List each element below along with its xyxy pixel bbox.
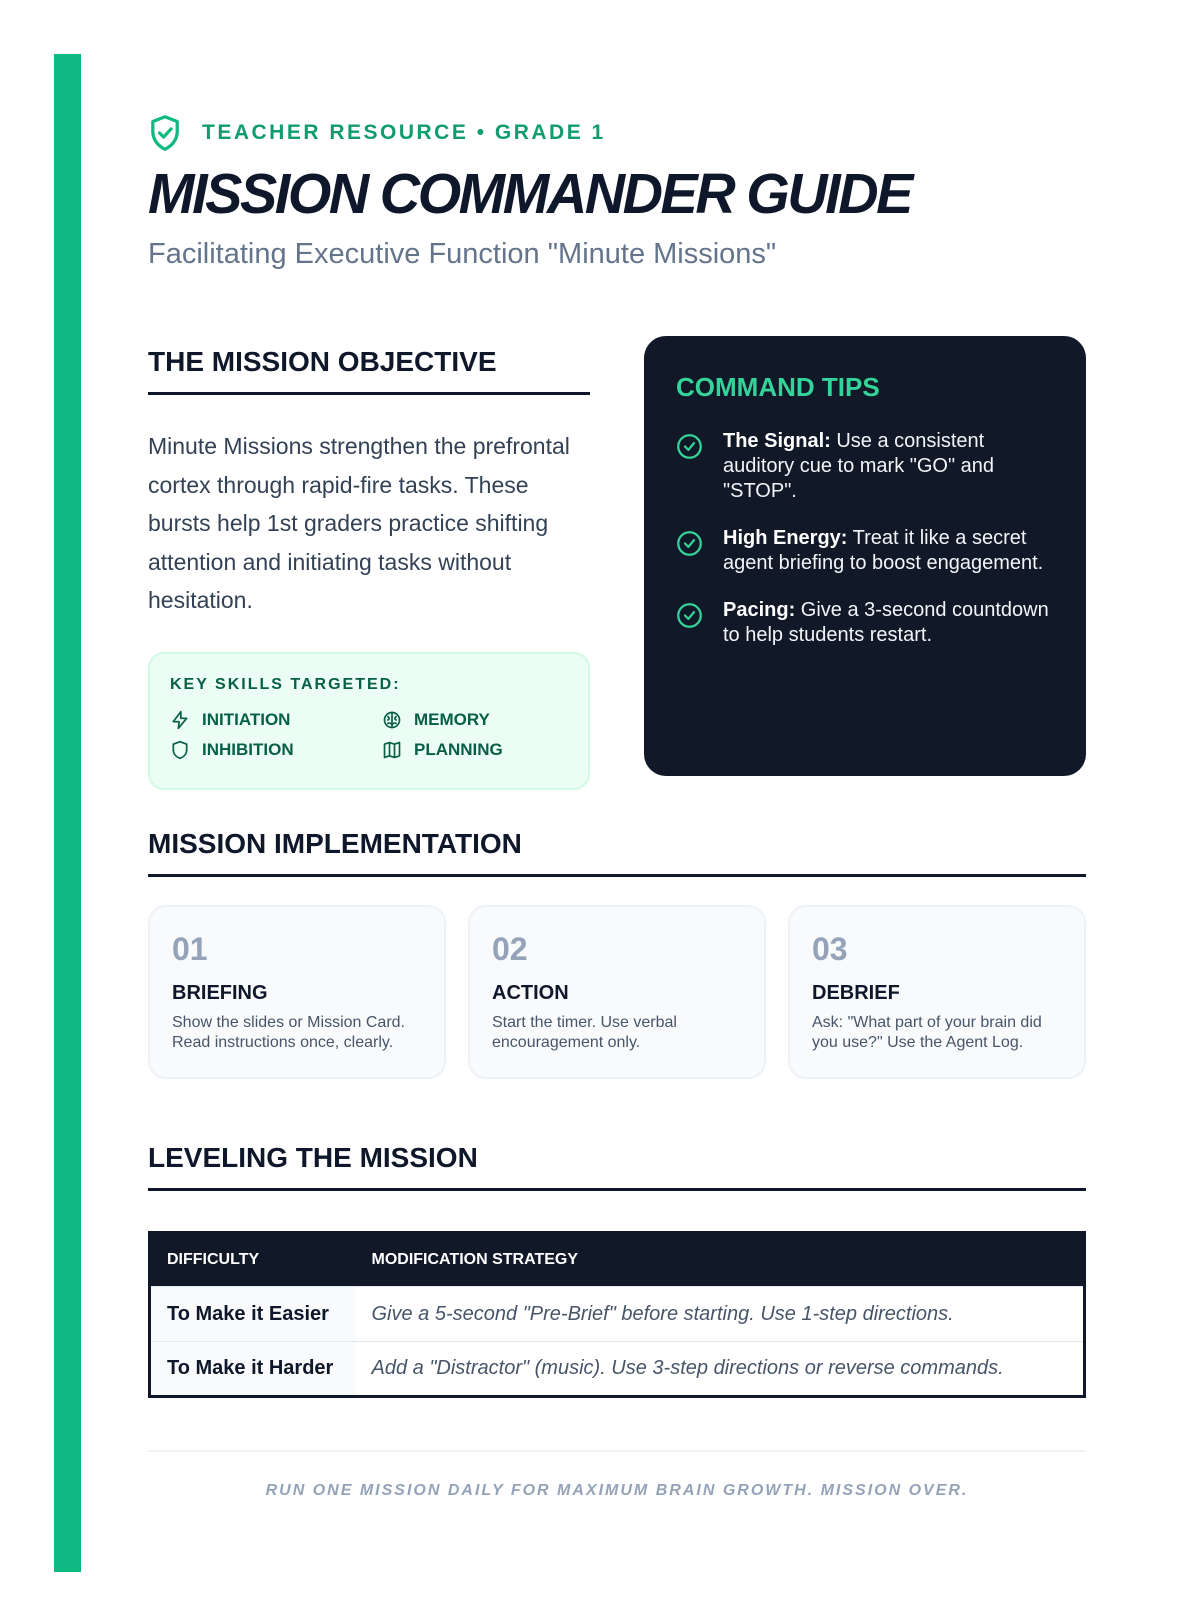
skill-memory [382,710,582,730]
shield-check-icon [148,114,182,152]
skill-label: INITIATION [202,709,291,729]
tip-text [723,429,1054,504]
check-circle-icon [676,433,703,460]
page [148,110,1086,1499]
skill-label: MEMORY [414,709,490,729]
difficulty-cell: To Make it Harder [150,1342,356,1397]
mission-objective-section [148,346,590,790]
tip-body: Use a consistent auditory cue to mark "GO" and "STOP". [723,430,994,502]
header-kicker [148,110,1086,156]
tip-text [723,598,1054,648]
tips-heading: COMMAND TIPS [676,372,880,402]
key-skills-box [148,652,590,790]
tip-item [676,598,1054,648]
leveling-table [148,1231,1086,1398]
skill-initiation [170,710,382,730]
zap-icon [170,710,190,730]
tip-label: Pacing: [723,599,796,621]
skill-planning [382,740,582,760]
map-icon [382,740,402,760]
strategy-cell: Give a 5-second "Pre-Brief" before starting. Use 1-step directions. [356,1287,1085,1342]
step-card-debrief [788,905,1086,1079]
top-grid [148,336,1086,776]
difficulty-cell: To Make it Easier [150,1287,356,1342]
column-header-difficulty: DIFFICULTY [150,1233,356,1287]
skills-label: KEY SKILLS TARGETED: [170,675,401,693]
page-subtitle: Facilitating Executive Function "Minute Missions" [148,238,777,270]
strategy-cell: Add a "Distractor" (music). Use 3-step directions or reverse commands. [356,1342,1085,1397]
accent-bar [54,54,81,1572]
step-number: 01 [172,931,208,967]
step-cards [148,905,1086,1079]
footer-note: RUN ONE MISSION DAILY FOR MAXIMUM BRAIN GROWTH. MISSION OVER. [148,1450,1086,1500]
step-desc: Show the slides or Mission Card. Read instructions once, clearly. [172,1014,405,1051]
step-card-briefing [148,905,446,1079]
check-circle-icon [676,530,703,557]
step-title: BRIEFING [172,982,268,1004]
page-title: MISSION COMMANDER GUIDE [148,162,911,226]
skill-inhibition [170,740,382,760]
step-number: 03 [812,931,848,967]
command-tips-panel [644,336,1086,776]
tip-label: The Signal: [723,430,831,452]
step-title: DEBRIEF [812,982,900,1004]
check-circle-icon [676,602,703,629]
tip-item [676,429,1054,504]
step-desc: Start the timer. Use verbal encouragement only. [492,1014,677,1051]
step-number: 02 [492,931,528,967]
tip-label: High Energy: [723,527,848,549]
table-header-row [150,1233,1085,1287]
shield-icon [170,740,190,760]
skill-label: INHIBITION [202,739,294,759]
tip-item [676,526,1054,576]
table-row [150,1287,1085,1342]
skill-label: PLANNING [414,739,503,759]
column-header-strategy: MODIFICATION STRATEGY [356,1233,1085,1287]
mission-implementation-section [148,828,1086,1079]
brain-icon [382,710,402,730]
leveling-section [148,1142,1086,1398]
skills-grid [170,710,568,760]
tip-text [723,526,1054,576]
step-desc: Ask: "What part of your brain did you use?" Use the Agent Log. [812,1014,1042,1051]
table-row [150,1342,1085,1397]
tip-body: Give a 3-second countdown to help students restart. [723,599,1049,646]
step-card-action [468,905,766,1079]
kicker-text: TEACHER RESOURCE • GRADE 1 [202,121,606,144]
objective-heading: THE MISSION OBJECTIVE [148,346,590,395]
objective-body: Minute Missions strengthen the prefrontal cortex through rapid-fire tasks. These bursts help 1st graders practice shifting attention and initiating tasks without hesitation. [148,433,570,613]
tip-body: Treat it like a secret agent briefing to boost engagement. [723,527,1044,574]
leveling-heading: LEVELING THE MISSION [148,1142,1086,1191]
implementation-heading: MISSION IMPLEMENTATION [148,828,1086,877]
step-title: ACTION [492,982,569,1004]
